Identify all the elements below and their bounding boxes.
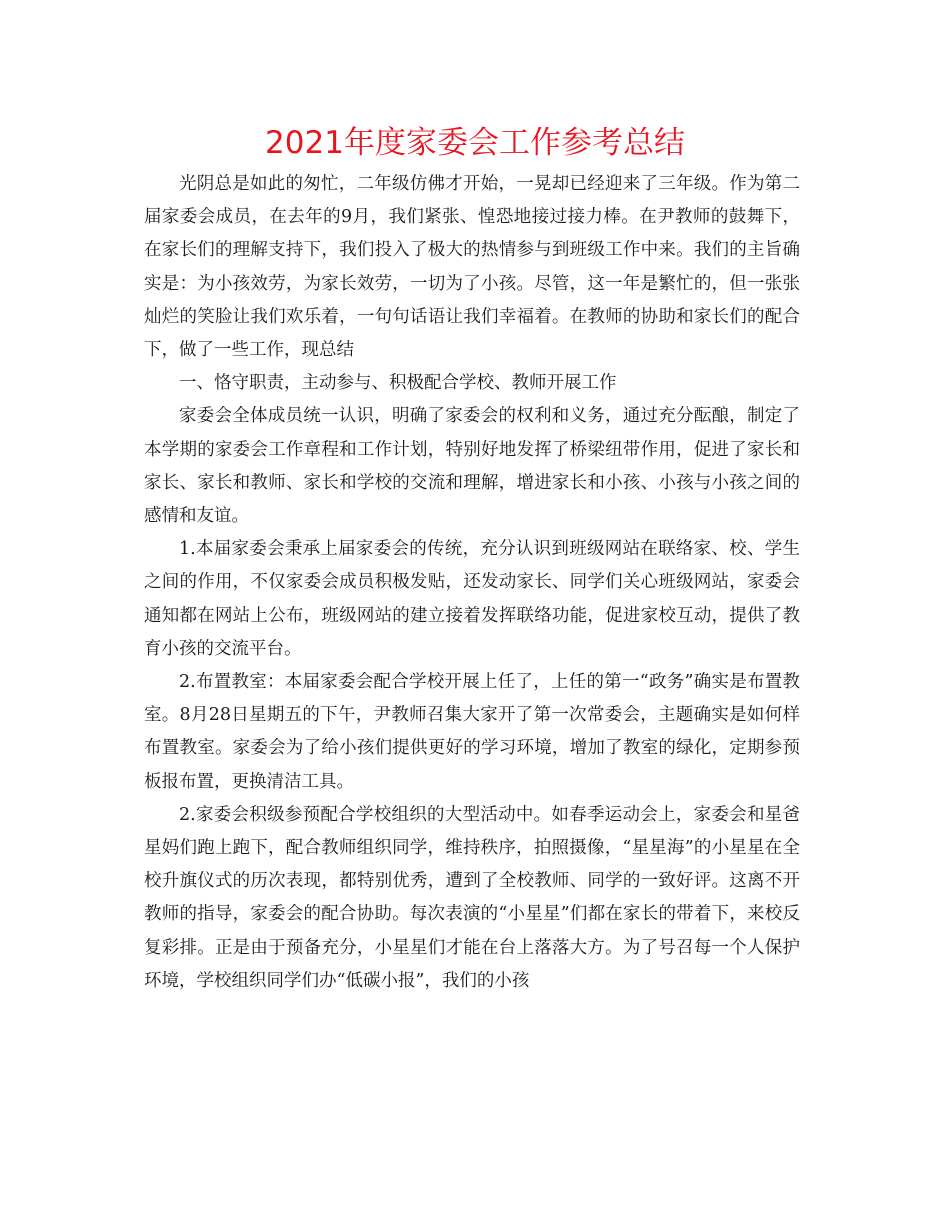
paragraph-committee: 家委会全体成员统一认识，明确了家委会的权利和义务，通过充分酝酿，制定了本学期的家委会工作章程和工作计划，特别好地发挥了桥梁纽带作用，促进了家长和家长、家长和教师、家长和学校的交流和理解，增进家长和小孩、小孩与小孩之间的感情和友谊。 (144, 406, 800, 527)
paragraph-item-2: 2.布置教室：本届家委会配合学校开展上任了，上任的第一“政务”确实是布置教室。8月28日星期五的下午，尹教师召集大家开了第一次常委会，主题确实是如何样布置教室。家委会为了给小孩们提供更好的学习环境，增加了教室的绿化，定期参预板报布置，更换清洁工具。 (144, 672, 800, 792)
document-title: 2021年度家委会工作参考总结 (265, 125, 685, 161)
paragraph-item-3: 2.家委会积级参预配合学校组织的大型活动中。如春季运动会上，家委会和星爸星妈们跑上跑下，配合教师组织同学，维持秩序，拍照摄像，“星星海”的小星星在全校升旗仪式的历次表现，都特别优秀，遭到了全校教师、同学的一致好评。这离不开教师的指导，家委会的配合协助。每次表演的“小星星”们都在家长的带着下，来校反复彩排。正是由于预备充分，小星星们才能在台上落落大方。为了号召每一个人保护环境，学校组织同学们办“低碳小报”，我们的小孩 (144, 804, 800, 991)
paragraph-item-1: 1.本届家委会秉承上届家委会的传统，充分认识到班级网站在联络家、校、学生之间的作用，不仅家委会成员积极发贴，还发动家长、同学们关心班级网站，家委会通知都在网站上公布，班级网站的建立接着发挥联络功能，促进家校互动，提供了教育小孩的交流平台。 (144, 539, 800, 659)
paragraph-intro: 光阴总是如此的匆忙，二年级仿佛才开始，一晃却已经迎来了三年级。作为第二届家委会成员，在去年的9月，我们紧张、惶恐地接过接力棒。在尹教师的鼓舞下，在家长们的理解支持下，我们投入了极大的热情参与到班级工作中来。我们的主旨确实是：为小孩效劳，为家长效劳，一切为了小孩。尽管，这一年是繁忙的，但一张张灿烂的笑脸让我们欢乐着，一句句话语让我们幸福着。在教师的协助和家长们的配合下，做了一些工作，现总结 (144, 174, 800, 361)
section-heading-1: 一、恪守职责，主动参与、积极配合学校、教师开展工作 (179, 373, 617, 394)
document-body (144, 168, 800, 998)
